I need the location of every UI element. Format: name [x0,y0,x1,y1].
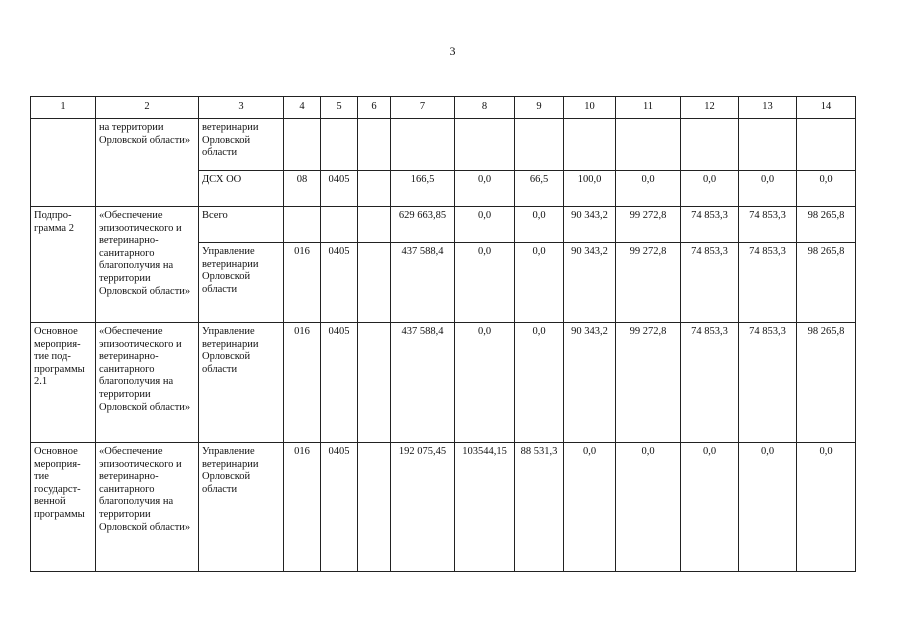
empty-cell [391,119,455,171]
code-cell: 016 [284,243,321,323]
value-cell: 0,0 [739,443,797,572]
code-cell [284,207,321,243]
code-cell [358,443,391,572]
program-name-cell: «Обеспечение эпизоотического и ветеринарно-санитарного благополучия на территории Орловской области» [96,443,199,572]
value-cell: 0,0 [455,171,515,207]
page-number: 3 [449,44,456,58]
value-cell: 98 265,8 [797,243,856,323]
header-cell: 11 [616,97,681,119]
empty-cell [455,119,515,171]
value-cell: 100,0 [564,171,616,207]
code-cell: 0405 [321,323,358,443]
header-cell: 9 [515,97,564,119]
code-cell [358,171,391,207]
table-row [31,119,856,171]
value-cell: 0,0 [616,443,681,572]
code-cell: 016 [284,323,321,443]
value-cell: 0,0 [797,443,856,572]
code-cell: 016 [284,443,321,572]
executor-cell: ДСХ ОО [199,171,284,207]
header-row [31,97,856,119]
header-cell: 14 [797,97,856,119]
program-name-cell: «Обеспечение эпизоотического и ветеринарно-санитарного благополучия на территории Орловской области» [96,323,199,443]
header-cell: 13 [739,97,797,119]
value-cell: 99 272,8 [616,243,681,323]
value-cell: 192 075,45 [391,443,455,572]
header-cell: 10 [564,97,616,119]
code-cell [321,207,358,243]
code-cell: 0405 [321,443,358,572]
code-cell: 0405 [321,243,358,323]
header-cell: 2 [96,97,199,119]
value-cell: 74 853,3 [681,243,739,323]
value-cell: 0,0 [455,243,515,323]
empty-cell [515,119,564,171]
value-cell: 0,0 [455,323,515,443]
value-cell: 90 343,2 [564,207,616,243]
value-cell: 103544,15 [455,443,515,572]
value-cell: 0,0 [797,171,856,207]
code-cell [358,243,391,323]
value-cell: 629 663,85 [391,207,455,243]
executor-cell: Управление ветеринарии Орловской области [199,243,284,323]
value-cell: 0,0 [515,207,564,243]
value-cell: 437 588,4 [391,243,455,323]
value-cell: 0,0 [681,171,739,207]
value-cell: 0,0 [616,171,681,207]
empty-cell [616,119,681,171]
value-cell: 166,5 [391,171,455,207]
program-cell: Подпро-грамма 2 [31,207,96,323]
value-cell: 74 853,3 [681,323,739,443]
executor-cell: Всего [199,207,284,243]
header-cell: 3 [199,97,284,119]
program-cell: Основное мероприя-тие под-программы 2.1 [31,323,96,443]
budget-table [30,96,856,572]
value-cell: 66,5 [515,171,564,207]
code-cell [358,323,391,443]
program-cell: Основное мероприя-тие государст-венной программы [31,443,96,572]
value-cell: 0,0 [515,243,564,323]
empty-cell [358,119,391,171]
header-cell: 7 [391,97,455,119]
header-cell: 1 [31,97,96,119]
value-cell: 99 272,8 [616,323,681,443]
value-cell: 88 531,3 [515,443,564,572]
value-cell: 99 272,8 [616,207,681,243]
program-name-cell: «Обеспечение эпизоотического и ветеринарно-санитарного благополучия на территории Орловской области» [96,207,199,323]
table-row [31,323,856,443]
value-cell: 98 265,8 [797,323,856,443]
header-cell: 6 [358,97,391,119]
empty-cell [284,119,321,171]
executor-cell: Управление ветеринарии Орловской области [199,323,284,443]
header-cell: 8 [455,97,515,119]
empty-cell [564,119,616,171]
value-cell: 0,0 [515,323,564,443]
value-cell: 437 588,4 [391,323,455,443]
table-row [31,207,856,243]
value-cell: 0,0 [681,443,739,572]
value-cell: 0,0 [739,171,797,207]
value-cell: 74 853,3 [681,207,739,243]
value-cell: 98 265,8 [797,207,856,243]
table-row [31,443,856,572]
value-cell: 0,0 [564,443,616,572]
header-cell: 5 [321,97,358,119]
value-cell: 90 343,2 [564,243,616,323]
value-cell: 90 343,2 [564,323,616,443]
value-cell: 74 853,3 [739,243,797,323]
header-cell: 12 [681,97,739,119]
code-cell: 0405 [321,171,358,207]
value-cell: 74 853,3 [739,323,797,443]
empty-cell [681,119,739,171]
value-cell: 0,0 [455,207,515,243]
program-name-cell: на территории Орловской области» [96,119,199,207]
header-cell: 4 [284,97,321,119]
code-cell: 08 [284,171,321,207]
empty-cell [797,119,856,171]
executor-cell: Управление ветеринарии Орловской области [199,443,284,572]
empty-cell [321,119,358,171]
value-cell: 74 853,3 [739,207,797,243]
program-cell [31,119,96,207]
empty-cell [739,119,797,171]
code-cell [358,207,391,243]
executor-cell: ветеринарии Орловской области [199,119,284,171]
